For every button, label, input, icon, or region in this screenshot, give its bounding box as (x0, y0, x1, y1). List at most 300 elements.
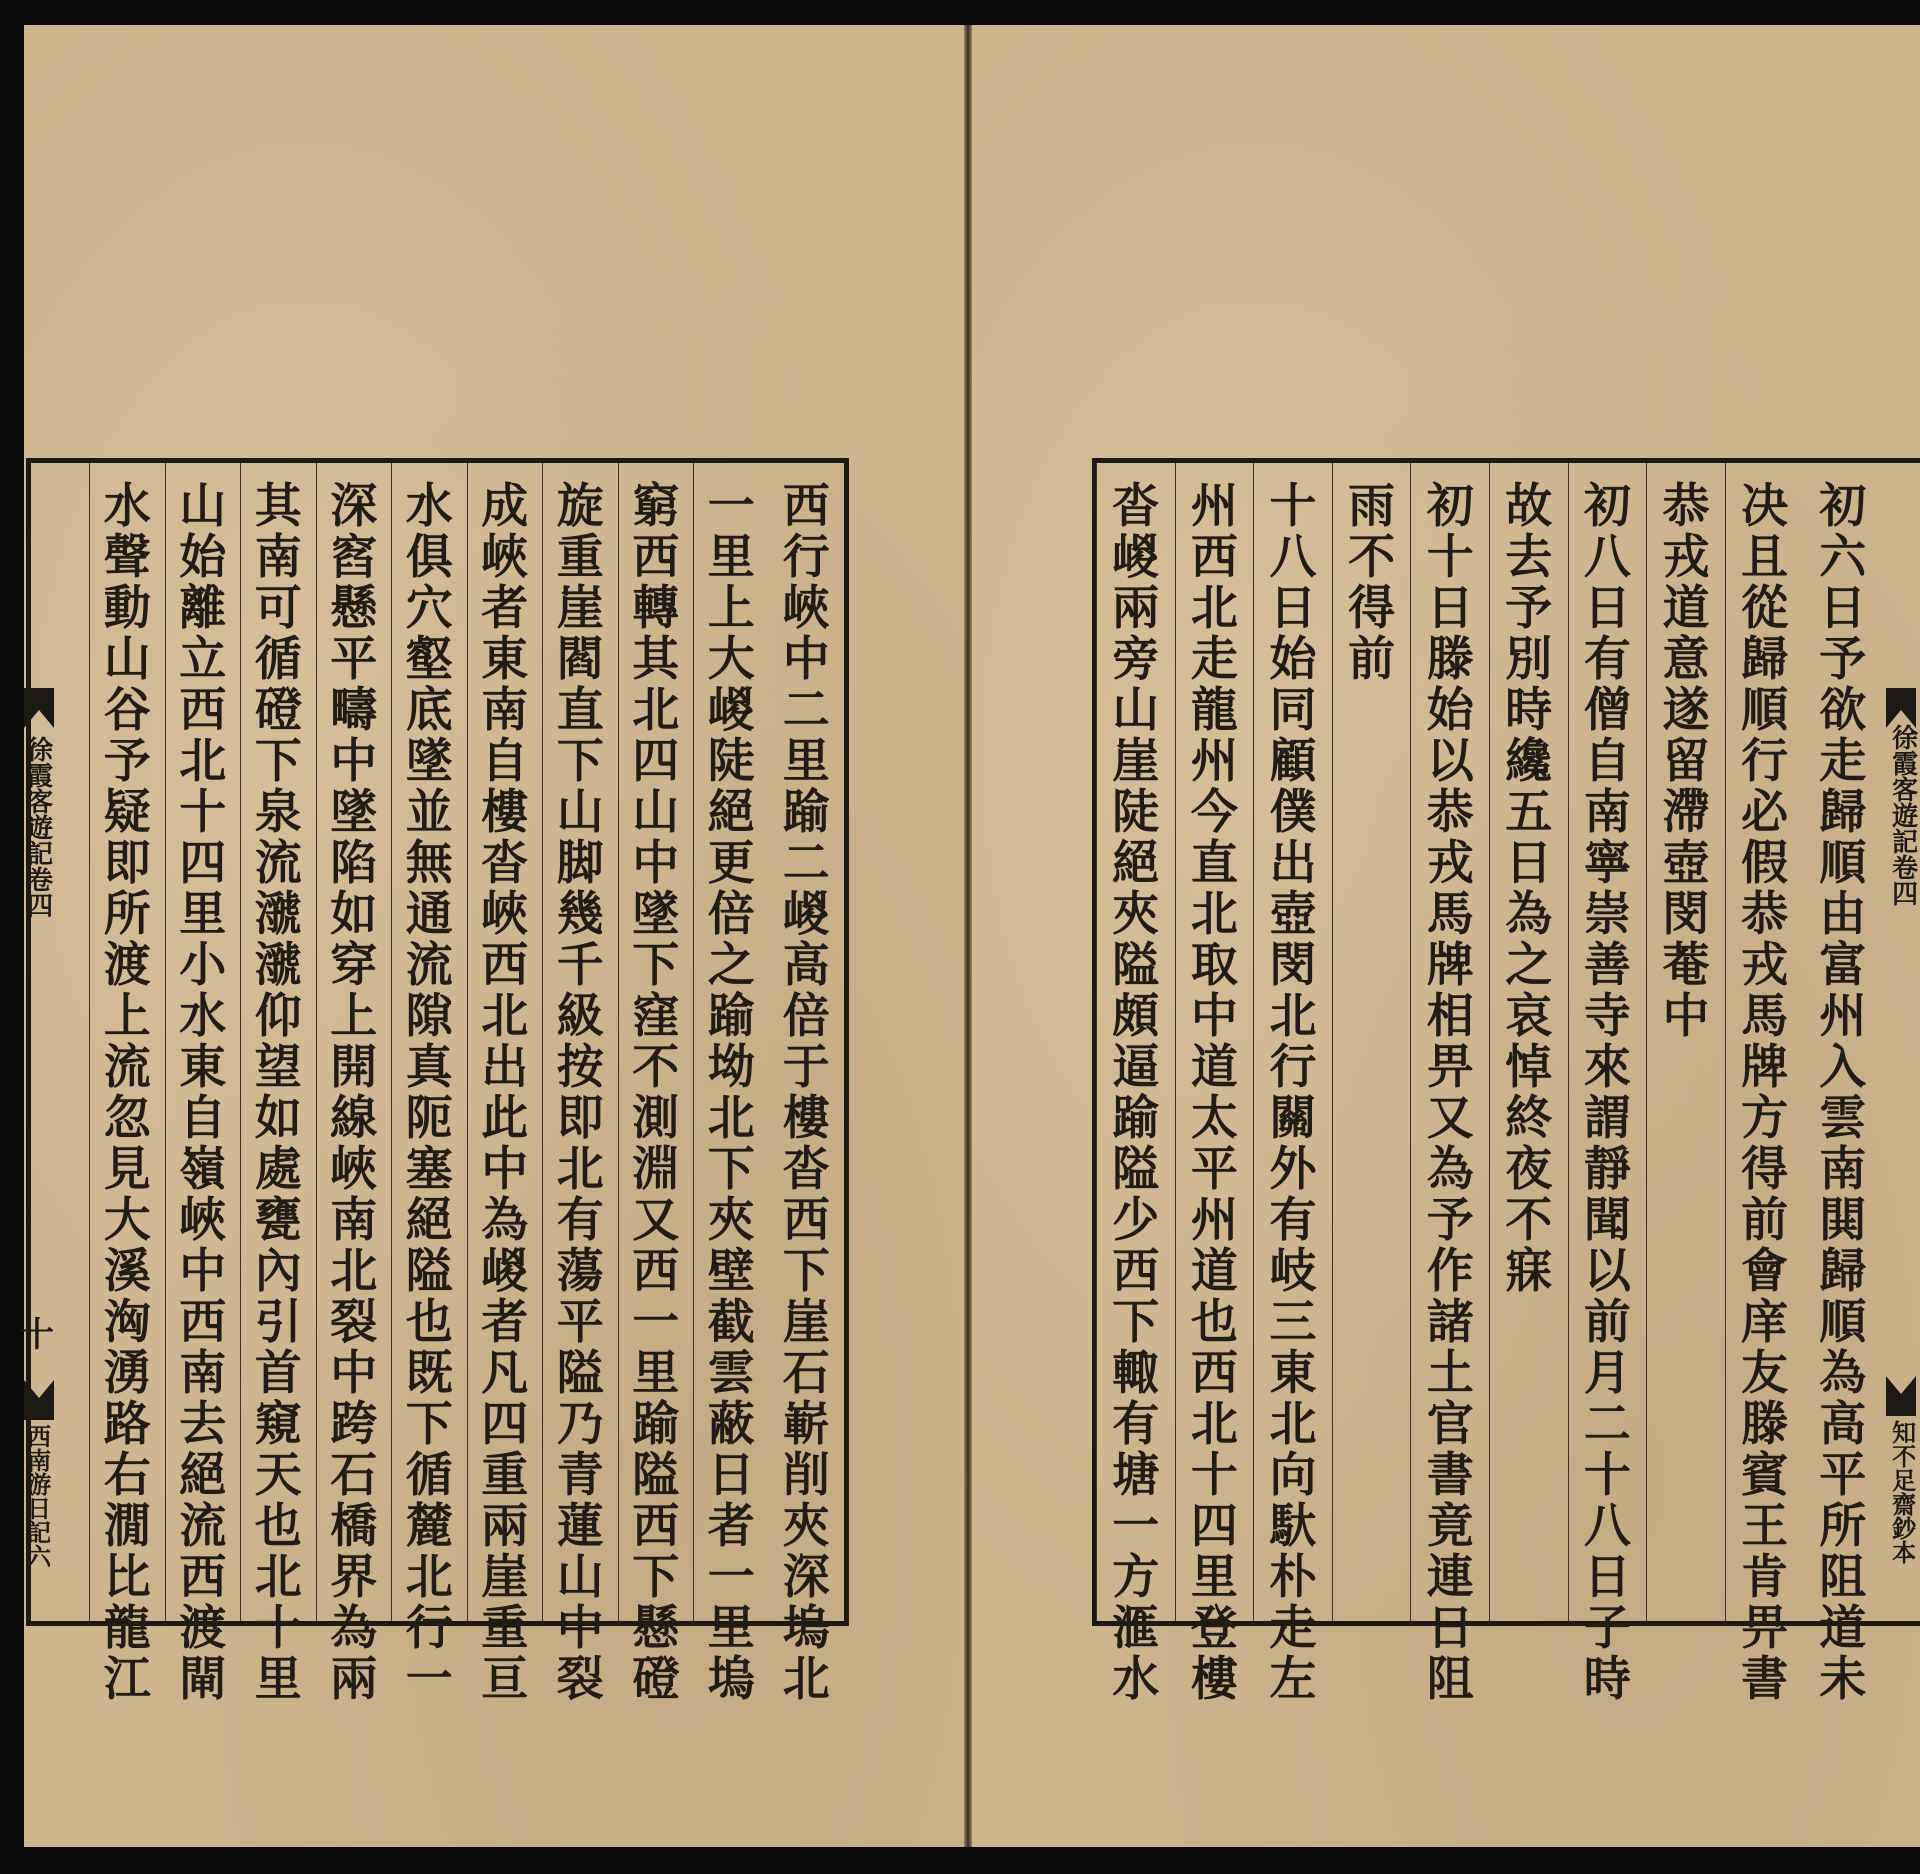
glyph: 一 (405, 1652, 453, 1707)
glyph: 北 (1269, 989, 1317, 1044)
glyph: 初 (1426, 479, 1474, 534)
glyph: 南 (179, 1346, 227, 1401)
glyph: 走 (1269, 1601, 1317, 1656)
glyph: 塞 (405, 1142, 453, 1197)
glyph: 峽 (179, 1193, 227, 1248)
glyph: 官 (1426, 1397, 1474, 1452)
glyph: 樓 (481, 785, 529, 840)
glyph: 中 (1662, 989, 1710, 1044)
glyph: 八 (1583, 1499, 1631, 1554)
glyph: 路 (103, 1397, 151, 1452)
glyph: 滯 (1662, 785, 1710, 840)
glyph: 山 (103, 632, 151, 687)
glyph: 日 (1426, 1601, 1474, 1656)
glyph: 蔽 (707, 1397, 755, 1452)
glyph: 重 (481, 1448, 529, 1503)
glyph: 崇 (1583, 887, 1631, 942)
glyph: 里 (632, 1346, 680, 1401)
glyph: 戎 (1662, 530, 1710, 585)
glyph: 真 (405, 1040, 453, 1095)
glyph: 靜 (1583, 1142, 1631, 1197)
glyph: 有 (1112, 1397, 1160, 1452)
glyph: 二 (782, 836, 830, 891)
glyph: 庠 (1741, 1295, 1789, 1350)
glyph: 予 (1819, 632, 1867, 687)
glyph: 北 (254, 1550, 302, 1605)
right-text-column (1332, 463, 1411, 1621)
glyph: 北 (1190, 887, 1238, 942)
glyph: 南 (330, 1193, 378, 1248)
glyph: 輙 (1112, 1346, 1160, 1401)
glyph: 線 (330, 1091, 378, 1146)
glyph: 十 (1426, 530, 1474, 585)
glyph: 倍 (782, 989, 830, 1044)
glyph: 窺 (254, 1397, 302, 1452)
glyph: 哀 (1505, 989, 1553, 1044)
right-edition-mark (1886, 1420, 1918, 1564)
glyph: 為 (1819, 1346, 1867, 1401)
glyph: 南 (1583, 785, 1631, 840)
glyph: 菴 (1662, 938, 1710, 993)
glyph: 上 (330, 989, 378, 1044)
glyph: 踰 (782, 785, 830, 840)
glyph: 日 (1505, 836, 1553, 891)
glyph: 恭 (1741, 887, 1789, 942)
glyph: 北 (179, 734, 227, 789)
glyph: 會 (1741, 1244, 1789, 1299)
glyph: 南 (481, 683, 529, 738)
glyph: 懸 (330, 581, 378, 636)
glyph: 別 (1505, 632, 1553, 687)
glyph: 高 (782, 938, 830, 993)
glyph: 不 (1505, 1193, 1553, 1248)
glyph: 者 (481, 1295, 529, 1350)
glyph: 隘 (1112, 1142, 1160, 1197)
glyph: 界 (330, 1550, 378, 1605)
glyph: 幾 (556, 887, 604, 942)
glyph: 陡 (707, 734, 755, 789)
glyph: 閧 (1819, 1193, 1867, 1248)
glyph: 脚 (556, 836, 604, 891)
glyph: 由 (1819, 887, 1867, 942)
glyph: 北 (1190, 581, 1238, 636)
glyph: 洶 (103, 1295, 151, 1350)
glyph: 其 (254, 479, 302, 534)
glyph: 踰 (1112, 1091, 1160, 1146)
glyph: 自 (179, 1091, 227, 1146)
glyph: 雲 (707, 1346, 755, 1401)
glyph: 隘 (632, 1448, 680, 1503)
glyph: 內 (254, 1244, 302, 1299)
glyph: 始 (1426, 683, 1474, 738)
right-text-column (1410, 463, 1489, 1707)
glyph: 凡 (481, 1346, 529, 1401)
glyph: 未 (1819, 1652, 1867, 1707)
glyph: 意 (1662, 632, 1710, 687)
glyph: 有 (556, 1193, 604, 1248)
glyph: 水 (179, 989, 227, 1044)
glyph: 子 (1583, 1601, 1631, 1656)
glyph: 聞 (1583, 1193, 1631, 1248)
glyph: 作 (1426, 1244, 1474, 1299)
glyph: 水 (1112, 1652, 1160, 1707)
left-text-column (769, 463, 845, 1707)
left-leaf-number (20, 1315, 54, 1355)
glyph: 南 (1819, 1142, 1867, 1197)
glyph: 南 (254, 530, 302, 585)
glyph: 歸 (1741, 632, 1789, 687)
glyph: 前 (1741, 1193, 1789, 1248)
glyph: 又 (1426, 1091, 1474, 1146)
glyph: 踰 (707, 989, 755, 1044)
glyph: 渡 (103, 938, 151, 993)
glyph: 頗 (1112, 989, 1160, 1044)
glyph: 纔 (1505, 734, 1553, 789)
glyph: 予 (1505, 581, 1553, 636)
glyph: 塘 (1112, 1448, 1160, 1503)
glyph: 離 (179, 581, 227, 636)
left-text-column (693, 463, 769, 1707)
glyph: 流 (179, 1499, 227, 1554)
glyph: 既 (405, 1346, 453, 1401)
glyph: 北 (632, 683, 680, 738)
glyph: 轉 (632, 581, 680, 636)
left-text-column (542, 463, 618, 1707)
glyph: 連 (1426, 1550, 1474, 1605)
glyph: 即 (103, 836, 151, 891)
glyph: 峽 (782, 581, 830, 636)
glyph: 天 (254, 1448, 302, 1503)
glyph: 五 (1505, 785, 1553, 840)
glyph: 也 (405, 1295, 453, 1350)
glyph: 淵 (632, 1142, 680, 1197)
glyph: 底 (405, 683, 453, 738)
right-text-column (1803, 463, 1882, 1707)
glyph: 水 (103, 479, 151, 534)
glyph: 一 (707, 479, 755, 534)
glyph: 州 (1190, 479, 1238, 534)
glyph: 日 (1819, 581, 1867, 636)
glyph: 閔 (1662, 887, 1710, 942)
glyph: 日 (1583, 1550, 1631, 1605)
book-spine (964, 25, 972, 1847)
glyph: 塢 (782, 1601, 830, 1656)
glyph: 兩 (1112, 581, 1160, 636)
glyph: 滙 (1112, 1601, 1160, 1656)
glyph: 更 (707, 836, 755, 891)
glyph: 諸 (1426, 1295, 1474, 1350)
glyph: 土 (1426, 1346, 1474, 1401)
glyph: 嵕 (707, 683, 755, 738)
glyph: 者 (707, 1499, 755, 1554)
left-section-title (22, 1424, 52, 1568)
glyph: 出 (1269, 836, 1317, 891)
glyph: 乃 (556, 1397, 604, 1452)
glyph: 今 (1190, 785, 1238, 840)
glyph: 大 (707, 632, 755, 687)
left-text-column (467, 463, 543, 1707)
glyph: 壑 (405, 632, 453, 687)
glyph: 隘 (405, 1244, 453, 1299)
glyph: 北 (405, 1550, 453, 1605)
glyph: 予 (1426, 1193, 1474, 1248)
glyph: 龍 (103, 1601, 151, 1656)
glyph: 向 (1269, 1448, 1317, 1503)
left-text-column (89, 463, 165, 1707)
glyph: 壺 (1662, 836, 1710, 891)
glyph: 寐 (1505, 1244, 1553, 1299)
glyph: 書 (1741, 1652, 1789, 1707)
glyph: 月 (1583, 1346, 1631, 1401)
glyph: 成 (481, 479, 529, 534)
glyph: 前 (1583, 1295, 1631, 1350)
glyph: 可 (254, 581, 302, 636)
glyph: 蓮 (556, 1499, 604, 1554)
glyph: 絕 (179, 1448, 227, 1503)
glyph: 磴 (632, 1652, 680, 1707)
glyph: 僕 (1269, 785, 1317, 840)
glyph: 來 (1583, 1040, 1631, 1095)
glyph: 行 (1741, 734, 1789, 789)
glyph: 之 (1505, 938, 1553, 993)
glyph: 下 (632, 938, 680, 993)
glyph: 里 (707, 530, 755, 585)
glyph: 測 (632, 1091, 680, 1146)
glyph: 隘 (556, 1346, 604, 1401)
glyph: 循 (405, 1448, 453, 1503)
glyph: 左 (1269, 1652, 1317, 1707)
glyph: 順 (1741, 683, 1789, 738)
glyph: 雲 (1819, 1091, 1867, 1146)
glyph: 行 (405, 1601, 453, 1656)
glyph: 又 (632, 1193, 680, 1248)
glyph: 樓 (782, 1091, 830, 1146)
glyph: 里 (707, 1601, 755, 1656)
glyph: 阻 (1819, 1550, 1867, 1605)
glyph: 北 (782, 1652, 830, 1707)
glyph: 山 (556, 1550, 604, 1605)
glyph: 墜 (632, 887, 680, 942)
glyph: 州 (1819, 989, 1867, 1044)
glyph: 㶁 (254, 938, 302, 993)
right-text-column (1175, 463, 1254, 1707)
left-text-column (391, 463, 467, 1707)
glyph: 有 (1269, 1193, 1317, 1248)
glyph: 夾 (707, 1193, 755, 1248)
glyph: 東 (1269, 1346, 1317, 1401)
glyph: 二 (1583, 1397, 1631, 1452)
glyph: 嶺 (179, 1142, 227, 1197)
glyph: 踰 (632, 1397, 680, 1452)
glyph: 謂 (1583, 1091, 1631, 1146)
glyph: 少 (1112, 1193, 1160, 1248)
glyph: 一 (1112, 1499, 1160, 1554)
glyph: 循 (254, 632, 302, 687)
glyph: 中 (782, 632, 830, 687)
glyph: 所 (103, 887, 151, 942)
glyph: 畀 (1426, 1040, 1474, 1095)
glyph: 並 (405, 785, 453, 840)
glyph: 北 (707, 1091, 755, 1146)
glyph: 入 (1819, 1040, 1867, 1095)
glyph: 時 (1505, 683, 1553, 738)
glyph: 壁 (707, 1244, 755, 1299)
glyph: 四 (481, 1397, 529, 1452)
glyph: 恭 (1426, 785, 1474, 840)
glyph: 崖 (481, 1550, 529, 1605)
glyph: 重 (556, 530, 604, 585)
glyph: 即 (556, 1091, 604, 1146)
glyph: 外 (1269, 1142, 1317, 1197)
glyph: 中 (481, 1142, 529, 1197)
glyph: 削 (782, 1448, 830, 1503)
glyph: 西 (179, 1550, 227, 1605)
glyph: 寧 (1583, 836, 1631, 891)
glyph: 北 (330, 1244, 378, 1299)
glyph: 終 (1505, 1091, 1553, 1146)
glyph: 㶁 (254, 887, 302, 942)
glyph: 按 (556, 1040, 604, 1095)
glyph: 阨 (405, 1091, 453, 1146)
glyph: 馬 (1741, 989, 1789, 1044)
glyph: 寺 (1583, 989, 1631, 1044)
glyph: 墜 (405, 734, 453, 789)
glyph: 去 (179, 1397, 227, 1452)
glyph: 取 (1190, 938, 1238, 993)
glyph: 竟 (1426, 1499, 1474, 1554)
glyph: 朴 (1269, 1550, 1317, 1605)
glyph: 處 (254, 1142, 302, 1197)
glyph: 裂 (330, 1295, 378, 1350)
glyph: 道 (1819, 1601, 1867, 1656)
glyph: 戎 (1426, 836, 1474, 891)
glyph: 如 (330, 887, 378, 942)
glyph: 此 (481, 1091, 529, 1146)
glyph: 窮 (632, 479, 680, 534)
glyph: 三 (1269, 1295, 1317, 1350)
glyph: 滕 (1426, 632, 1474, 687)
glyph: 出 (481, 1040, 529, 1095)
glyph: 留 (1662, 734, 1710, 789)
glyph: 州 (1190, 1193, 1238, 1248)
glyph: 陡 (1112, 785, 1160, 840)
glyph: 州 (1190, 734, 1238, 789)
glyph: 遂 (1662, 683, 1710, 738)
glyph: 走 (1819, 734, 1867, 789)
glyph: 同 (1269, 683, 1317, 738)
leaf-number: 十 (20, 1315, 54, 1355)
glyph: 流 (103, 1040, 151, 1095)
glyph: 西 (632, 1499, 680, 1554)
glyph: 走 (1190, 632, 1238, 687)
glyph: 西 (782, 479, 830, 534)
glyph: 絕 (1112, 836, 1160, 891)
glyph: 于 (782, 1040, 830, 1095)
glyph: 馱 (1269, 1499, 1317, 1554)
glyph: 歸 (1819, 785, 1867, 840)
glyph: 聲 (103, 530, 151, 585)
glyph: 從 (1741, 581, 1789, 636)
right-text-column (1489, 463, 1568, 1621)
glyph: 去 (1505, 530, 1553, 585)
glyph: 陷 (330, 836, 378, 891)
right-text-column (1253, 463, 1332, 1707)
glyph: 磴 (254, 683, 302, 738)
glyph: 初 (1819, 479, 1867, 534)
glyph: 方 (1112, 1550, 1160, 1605)
glyph: 戎 (1741, 938, 1789, 993)
glyph: 必 (1741, 785, 1789, 840)
glyph: 歸 (1819, 1244, 1867, 1299)
glyph: 不 (1348, 530, 1396, 585)
glyph: 為 (1505, 887, 1553, 942)
glyph: 得 (1741, 1142, 1789, 1197)
glyph: 也 (1190, 1295, 1238, 1350)
glyph: 富 (1819, 938, 1867, 993)
glyph: 穿 (330, 938, 378, 993)
glyph: 牌 (1741, 1040, 1789, 1095)
glyph: 四 (179, 836, 227, 891)
glyph: 西 (632, 530, 680, 585)
glyph: 滕 (1741, 1397, 1789, 1452)
glyph: 肯 (1741, 1550, 1789, 1605)
glyph: 决 (1741, 479, 1789, 534)
glyph: 截 (707, 1295, 755, 1350)
glyph: 首 (254, 1346, 302, 1401)
glyph: 友 (1741, 1346, 1789, 1401)
glyph: 逼 (1112, 1040, 1160, 1095)
glyph: 閘 (179, 1652, 227, 1707)
glyph: 日 (707, 1448, 755, 1503)
glyph: 以 (1583, 1244, 1631, 1299)
glyph: 中 (179, 1244, 227, 1299)
glyph: 善 (1583, 938, 1631, 993)
right-center-title (1886, 724, 1918, 906)
glyph: 東 (481, 632, 529, 687)
glyph: 坳 (707, 1040, 755, 1095)
glyph: 西 (481, 938, 529, 993)
glyph: 龍 (1190, 683, 1238, 738)
glyph: 絕 (707, 785, 755, 840)
glyph: 時 (1583, 1652, 1631, 1707)
glyph: 絕 (405, 1193, 453, 1248)
glyph: 上 (707, 581, 755, 636)
glyph: 相 (1426, 989, 1474, 1044)
edition-text: 知不足齋鈔本 (1887, 1420, 1917, 1564)
glyph: 隘 (1112, 938, 1160, 993)
glyph: 沓 (481, 836, 529, 891)
glyph: 夜 (1505, 1142, 1553, 1197)
glyph: 中 (330, 1346, 378, 1401)
glyph: 西 (1190, 530, 1238, 585)
glyph: 為 (1426, 1142, 1474, 1197)
glyph: 下 (556, 734, 604, 789)
glyph: 西 (782, 1193, 830, 1248)
glyph: 立 (179, 632, 227, 687)
glyph: 青 (556, 1448, 604, 1503)
glyph: 下 (632, 1550, 680, 1605)
glyph: 一 (632, 1295, 680, 1350)
glyph: 溪 (103, 1244, 151, 1299)
glyph: 山 (556, 785, 604, 840)
glyph: 開 (330, 1040, 378, 1095)
glyph: 前 (1348, 632, 1396, 687)
glyph: 恭 (1662, 479, 1710, 534)
glyph: 湧 (103, 1346, 151, 1401)
glyph: 隙 (405, 989, 453, 1044)
glyph: 不 (632, 1040, 680, 1095)
glyph: 下 (254, 734, 302, 789)
